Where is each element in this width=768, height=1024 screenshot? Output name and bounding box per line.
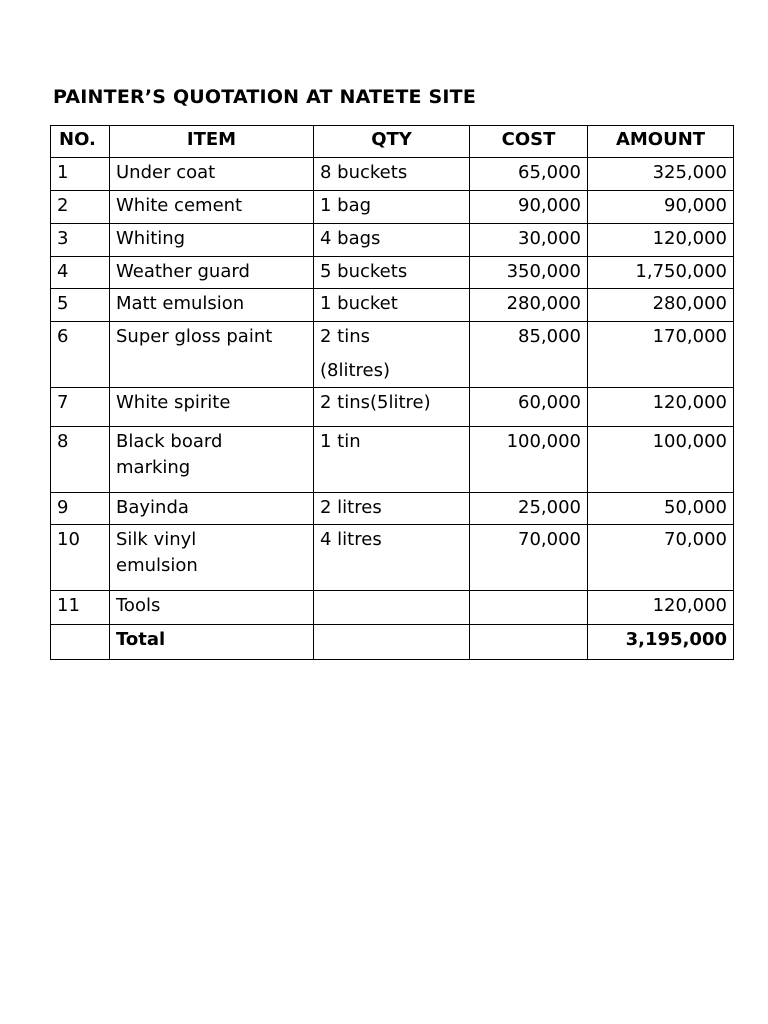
header-cost: COST: [470, 126, 588, 158]
qty-cell: [314, 493, 470, 525]
qty-text: 2 litres: [320, 497, 382, 518]
item-cell: [110, 322, 314, 388]
cost-cell: 70,000: [470, 525, 588, 591]
cost-cell: 280,000: [470, 289, 588, 322]
row-number: 5: [51, 289, 110, 322]
table-row: [51, 322, 734, 388]
item-cell: [110, 191, 314, 224]
cost-cell: 65,000: [470, 158, 588, 191]
item-text: Matt emulsion: [116, 293, 245, 314]
row-number: 3: [51, 224, 110, 257]
cost-cell: 350,000: [470, 257, 588, 289]
qty-text: (8litres): [320, 360, 391, 381]
qty-cell: [314, 158, 470, 191]
item-text: Under coat: [116, 162, 216, 183]
total-cost-cell: [470, 625, 588, 660]
amount-cell: 1,750,000: [588, 257, 734, 289]
cost-cell: 85,000: [470, 322, 588, 388]
qty-cell: [314, 322, 470, 388]
row-number: 9: [51, 493, 110, 525]
table-row: [51, 257, 734, 289]
row-number: 10: [51, 525, 110, 591]
cost-cell: 30,000: [470, 224, 588, 257]
amount-cell: 120,000: [588, 388, 734, 427]
qty-cell: [314, 289, 470, 322]
item-text: Weather guard: [116, 261, 250, 282]
qty-text: 1 bucket: [320, 293, 398, 314]
item-cell: [110, 427, 314, 493]
row-number: 8: [51, 427, 110, 493]
amount-cell: 120,000: [588, 224, 734, 257]
qty-text: 1 bag: [320, 195, 372, 216]
header-no: NO.: [51, 126, 110, 158]
item-text: emulsion: [116, 555, 198, 576]
item-text: Silk vinyl: [116, 529, 197, 550]
item-cell: [110, 289, 314, 322]
total-qty-cell: [314, 625, 470, 660]
cost-cell: 100,000: [470, 427, 588, 493]
amount-cell: 70,000: [588, 525, 734, 591]
qty-text: 2 tins: [320, 326, 371, 347]
quotation-table: [50, 125, 734, 660]
item-cell: [110, 591, 314, 625]
item-cell: [110, 224, 314, 257]
qty-cell: [314, 591, 470, 625]
qty-cell: [314, 191, 470, 224]
total-label: Total: [110, 625, 314, 660]
header-amount: AMOUNT: [588, 126, 734, 158]
row-number: 6: [51, 322, 110, 388]
document-title: PAINTER’S QUOTATION AT NATETE SITE: [53, 86, 477, 108]
qty-cell: [314, 388, 470, 427]
header-item: ITEM: [110, 126, 314, 158]
qty-cell: [314, 257, 470, 289]
qty-cell: [314, 427, 470, 493]
qty-text: 2 tins(5litre): [320, 392, 431, 413]
amount-cell: 325,000: [588, 158, 734, 191]
item-cell: [110, 388, 314, 427]
amount-cell: 50,000: [588, 493, 734, 525]
header-qty: QTY: [314, 126, 470, 158]
item-text: White spirite: [116, 392, 231, 413]
item-cell: [110, 257, 314, 289]
row-number: 2: [51, 191, 110, 224]
row-number: 11: [51, 591, 110, 625]
item-cell: [110, 493, 314, 525]
qty-cell: [314, 224, 470, 257]
item-text: White cement: [116, 195, 243, 216]
table-row: [51, 591, 734, 625]
amount-cell: 120,000: [588, 591, 734, 625]
item-cell: [110, 525, 314, 591]
item-text: Whiting: [116, 228, 186, 249]
row-number: 7: [51, 388, 110, 427]
table-row: [51, 158, 734, 191]
table-row: [51, 224, 734, 257]
amount-cell: 90,000: [588, 191, 734, 224]
row-number: 4: [51, 257, 110, 289]
qty-cell: [314, 525, 470, 591]
qty-text: 1 tin: [320, 431, 361, 452]
amount-cell: 280,000: [588, 289, 734, 322]
item-text: Black board: [116, 431, 223, 452]
item-text: marking: [116, 457, 191, 478]
amount-cell: 170,000: [588, 322, 734, 388]
table-row: [51, 388, 734, 427]
row-number: 1: [51, 158, 110, 191]
cost-cell: 60,000: [470, 388, 588, 427]
total-amount: 3,195,000: [588, 625, 734, 660]
qty-text: 5 buckets: [320, 261, 408, 282]
cost-cell: 25,000: [470, 493, 588, 525]
table-row: [51, 289, 734, 322]
total-row: [51, 625, 734, 660]
cost-cell: [470, 591, 588, 625]
item-text: Super gloss paint: [116, 326, 273, 347]
qty-text: 8 buckets: [320, 162, 408, 183]
total-no-cell: [51, 625, 110, 660]
table-row: [51, 493, 734, 525]
cost-cell: 90,000: [470, 191, 588, 224]
table-row: [51, 525, 734, 591]
table-row: [51, 191, 734, 224]
table-row: [51, 427, 734, 493]
amount-cell: 100,000: [588, 427, 734, 493]
item-cell: [110, 158, 314, 191]
qty-text: 4 litres: [320, 529, 382, 550]
qty-text: 4 bags: [320, 228, 381, 249]
item-text: Bayinda: [116, 497, 189, 518]
item-text: Tools: [116, 595, 161, 616]
table-header-row: [51, 126, 734, 158]
